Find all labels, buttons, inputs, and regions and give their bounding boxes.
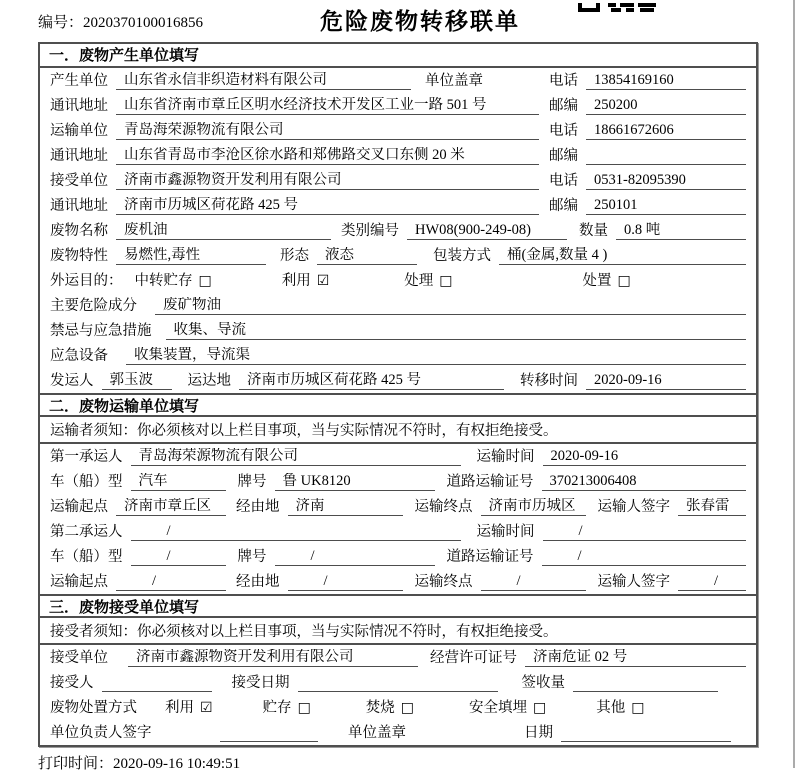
license-label: 经营许可证号 bbox=[430, 650, 517, 666]
waste-character-label: 废物特性 bbox=[50, 248, 108, 264]
consignor-label: 发运人 bbox=[50, 373, 94, 389]
destination-value: 济南市历城区荷花路 425 号 bbox=[239, 372, 504, 390]
option-label: 安全填埋 bbox=[469, 700, 528, 716]
hazard-row bbox=[40, 293, 756, 318]
purpose-option-treat bbox=[404, 272, 452, 290]
responsible-signature-row bbox=[40, 720, 756, 745]
disposal-option-landfill bbox=[469, 699, 546, 717]
emergency-measures-label: 禁忌与应急措施 bbox=[50, 323, 152, 339]
receive-date-value bbox=[298, 675, 498, 692]
receiver-row bbox=[40, 168, 756, 193]
emergency-equipment-row bbox=[40, 343, 756, 368]
print-time-label: 打印时间： bbox=[38, 756, 114, 772]
producer-zip-value: 250200 bbox=[586, 97, 746, 115]
address-label: 通讯地址 bbox=[50, 198, 108, 214]
checkbox-unchecked-icon: □ bbox=[400, 700, 415, 716]
serial-value: 2020370100016856 bbox=[83, 15, 204, 31]
waste-character-value: 易燃性,毒性 bbox=[116, 247, 266, 265]
disposal-method-label: 废物处置方式 bbox=[50, 700, 137, 716]
endpoint-label: 运输终点 bbox=[414, 499, 473, 515]
manifest-form bbox=[38, 42, 758, 747]
receiving-unit-row bbox=[40, 645, 756, 670]
producer-row bbox=[40, 68, 756, 93]
transport-time2-value: / bbox=[543, 523, 747, 541]
transporter-notice-row bbox=[40, 417, 756, 444]
waste-name-value: 废机油 bbox=[116, 222, 331, 240]
quantity-label: 数量 bbox=[579, 223, 608, 239]
section-3-header: 三．废物接受单位填写 bbox=[40, 594, 756, 618]
transport-time-label: 运输时间 bbox=[476, 524, 535, 540]
address-label: 通讯地址 bbox=[50, 148, 108, 164]
form-value: 液态 bbox=[317, 247, 417, 265]
carrier1-value: 青岛海荣源物流有限公司 bbox=[131, 448, 461, 466]
serial-label: 编号： bbox=[38, 15, 84, 31]
transfer-time-value: 2020-09-16 bbox=[586, 372, 746, 390]
receiver-value: 济南市鑫源物资开发利用有限公司 bbox=[116, 172, 539, 190]
route1-row bbox=[40, 494, 756, 519]
unit-seal-label: 单位盖章 bbox=[348, 725, 407, 741]
receiving-unit-value: 济南市鑫源物资开发利用有限公司 bbox=[128, 649, 418, 667]
receiver-phone-value: 0531-82095390 bbox=[586, 172, 746, 190]
license-value: 济南危证 02 号 bbox=[525, 649, 746, 667]
receiver-notice-text: 接受者须知：你必须核对以上栏目事项，当与实际情况不符时，有权拒绝接受。 bbox=[50, 624, 558, 640]
date-value bbox=[561, 725, 731, 742]
option-label: 利用 bbox=[165, 700, 194, 716]
received-amount-label: 签收量 bbox=[521, 675, 565, 691]
transport-time-label: 运输时间 bbox=[476, 449, 535, 465]
via-label: 经由地 bbox=[236, 574, 280, 590]
option-label: 中转贮存 bbox=[134, 273, 193, 289]
carrier-signature-label: 运输人签字 bbox=[597, 574, 670, 590]
disposal-option-incinerate bbox=[366, 699, 414, 717]
carrier-signature1-value: 张春雷 bbox=[678, 498, 746, 516]
address-label: 通讯地址 bbox=[50, 98, 108, 114]
section-2-header: 二．废物运输单位填写 bbox=[40, 393, 756, 417]
checkbox-unchecked-icon: □ bbox=[533, 700, 547, 716]
endpoint2-value: / bbox=[481, 573, 586, 591]
carrier2-value: / bbox=[131, 523, 461, 541]
option-label: 焚烧 bbox=[365, 700, 395, 716]
unit-seal-label: 单位盖章 bbox=[425, 73, 483, 89]
checkbox-unchecked-icon: □ bbox=[439, 273, 453, 289]
producer-label: 产生单位 bbox=[50, 73, 108, 89]
disposal-method-row bbox=[40, 695, 756, 720]
zip-label: 邮编 bbox=[549, 148, 578, 164]
plate1-value: 鲁 UK8120 bbox=[275, 473, 435, 491]
checkbox-unchecked-icon: □ bbox=[297, 700, 311, 716]
checkbox-unchecked-icon: □ bbox=[617, 273, 631, 289]
option-label: 贮存 bbox=[262, 700, 292, 716]
carrier1-label: 第一承运人 bbox=[50, 449, 123, 465]
road-permit-label: 道路运输证号 bbox=[446, 474, 534, 490]
vehicle2-row bbox=[40, 544, 756, 569]
transporter-label: 运输单位 bbox=[50, 123, 108, 139]
received-amount-value bbox=[573, 675, 718, 692]
producer-address-row bbox=[40, 93, 756, 118]
origin-label: 运输起点 bbox=[50, 499, 108, 515]
route2-row bbox=[40, 569, 756, 594]
waste-character-row bbox=[40, 243, 756, 268]
carrier2-row bbox=[40, 519, 756, 544]
purpose-label: 外运目的： bbox=[50, 273, 123, 289]
producer-address-value: 山东省济南市章丘区明水经济技术开发区工业一路 501 号 bbox=[116, 97, 539, 115]
qr-code-remnant bbox=[578, 0, 658, 18]
transporter-notice-text: 运输者须知：你必须核对以上栏目事项，当与实际情况不符时，有权拒绝接受。 bbox=[50, 423, 558, 439]
road-permit-label: 道路运输证号 bbox=[446, 549, 534, 565]
road-permit2-value: / bbox=[542, 548, 747, 566]
transfer-time-label: 转移时间 bbox=[520, 373, 578, 389]
emergency-equipment-value: 收集装置，导流渠 bbox=[126, 347, 746, 365]
producer-value: 山东省永信非织造材料有限公司 bbox=[116, 72, 411, 90]
receiver-zip-value: 250101 bbox=[586, 197, 746, 215]
transport-time1-value: 2020-09-16 bbox=[543, 448, 747, 466]
vehicle-type1-value: 汽车 bbox=[131, 473, 226, 491]
endpoint1-value: 济南市历城区 bbox=[481, 498, 586, 516]
via1-value: 济南 bbox=[288, 498, 403, 516]
receiver-notice-row bbox=[40, 618, 756, 645]
receiving-unit-label: 接受单位 bbox=[50, 650, 108, 666]
phone-label: 电话 bbox=[549, 73, 578, 89]
carrier-signature2-value: / bbox=[678, 573, 746, 591]
recipient-label: 接受人 bbox=[50, 675, 94, 691]
receiver-label: 接受单位 bbox=[50, 173, 108, 189]
vehicle-type-label: 车（船）型 bbox=[50, 474, 123, 490]
zip-label: 邮编 bbox=[549, 198, 578, 214]
responsible-signature-label: 单位负责人签字 bbox=[50, 725, 152, 741]
road-permit1-value: 370213006408 bbox=[542, 473, 747, 491]
transporter-address-row bbox=[40, 143, 756, 168]
print-time-value: 2020-09-16 10:49:51 bbox=[113, 756, 241, 772]
category-label: 类别编号 bbox=[341, 223, 399, 239]
recipient-value bbox=[102, 675, 212, 692]
packing-value: 桶(金属,数量 4 ) bbox=[499, 247, 746, 265]
plate2-value: / bbox=[275, 548, 435, 566]
category-value: HW08(900-249-08) bbox=[407, 222, 567, 240]
purpose-option-utilize bbox=[282, 272, 330, 290]
waste-name-label: 废物名称 bbox=[50, 223, 108, 239]
transporter-zip-value bbox=[586, 148, 746, 165]
purpose-option-transfer-storage bbox=[135, 272, 212, 290]
packing-label: 包装方式 bbox=[433, 248, 491, 264]
receive-date-label: 接受日期 bbox=[231, 675, 290, 691]
disposal-option-storage bbox=[263, 699, 311, 717]
page-title: 危险废物转移联单 bbox=[320, 9, 520, 34]
responsible-signature-value bbox=[220, 725, 319, 742]
vehicle1-row bbox=[40, 469, 756, 494]
option-label: 利用 bbox=[281, 273, 311, 289]
destination-label: 运达地 bbox=[187, 373, 231, 389]
plate-label: 牌号 bbox=[237, 549, 267, 565]
receiver-address-value: 济南市历城区荷花路 425 号 bbox=[116, 197, 539, 215]
emergency-measures-row bbox=[40, 318, 756, 343]
checkbox-unchecked-icon: □ bbox=[198, 273, 212, 289]
date-label: 日期 bbox=[524, 725, 554, 741]
hazard-label: 主要危险成分 bbox=[50, 298, 137, 314]
origin-label: 运输起点 bbox=[50, 574, 108, 590]
checkbox-checked-icon: ☑ bbox=[200, 700, 213, 716]
carrier2-label: 第二承运人 bbox=[50, 524, 123, 540]
waste-name-row bbox=[40, 218, 756, 243]
checkbox-unchecked-icon: □ bbox=[631, 700, 645, 716]
transporter-phone-value: 18661672606 bbox=[586, 122, 746, 140]
carrier1-row bbox=[40, 444, 756, 469]
print-time bbox=[38, 752, 796, 773]
via2-value: / bbox=[288, 573, 403, 591]
transporter-row bbox=[40, 118, 756, 143]
recipient-row bbox=[40, 670, 756, 695]
plate-label: 牌号 bbox=[237, 474, 267, 490]
phone-label: 电话 bbox=[549, 173, 578, 189]
receiver-address-row bbox=[40, 193, 756, 218]
page-right-edge bbox=[793, 0, 795, 768]
consignor-value: 郭玉波 bbox=[102, 372, 172, 390]
quantity-value: 0.8 吨 bbox=[616, 222, 746, 240]
transporter-address-value: 山东省青岛市李沧区徐水路和郑佛路交叉口东侧 20 米 bbox=[116, 147, 539, 165]
carrier-signature-label: 运输人签字 bbox=[597, 499, 670, 515]
purpose-row bbox=[40, 268, 756, 293]
vehicle-type-label: 车（船）型 bbox=[50, 549, 123, 565]
origin2-value: / bbox=[116, 573, 226, 591]
disposal-option-utilize bbox=[165, 699, 213, 717]
endpoint-label: 运输终点 bbox=[414, 574, 473, 590]
emergency-measures-value: 收集、导流 bbox=[166, 322, 747, 340]
document-header bbox=[0, 0, 796, 42]
vehicle-type2-value: / bbox=[131, 548, 226, 566]
zip-label: 邮编 bbox=[549, 98, 578, 114]
hazard-value: 废矿物油 bbox=[155, 297, 746, 315]
via-label: 经由地 bbox=[236, 499, 280, 515]
transporter-value: 青岛海荣源物流有限公司 bbox=[116, 122, 539, 140]
purpose-option-dispose bbox=[583, 272, 631, 290]
section-1-header: 一．废物产生单位填写 bbox=[40, 44, 756, 68]
consignor-row bbox=[40, 368, 756, 393]
origin1-value: 济南市章丘区 bbox=[116, 498, 226, 516]
producer-phone-value: 13854169160 bbox=[586, 72, 746, 90]
option-label: 处置 bbox=[582, 273, 612, 289]
option-label: 其他 bbox=[596, 700, 626, 716]
checkbox-checked-icon: ☑ bbox=[316, 273, 330, 289]
phone-label: 电话 bbox=[549, 123, 578, 139]
disposal-option-other bbox=[596, 699, 644, 717]
form-label: 形态 bbox=[280, 248, 309, 264]
option-label: 处理 bbox=[404, 273, 434, 289]
emergency-equipment-label: 应急设备 bbox=[50, 348, 108, 364]
